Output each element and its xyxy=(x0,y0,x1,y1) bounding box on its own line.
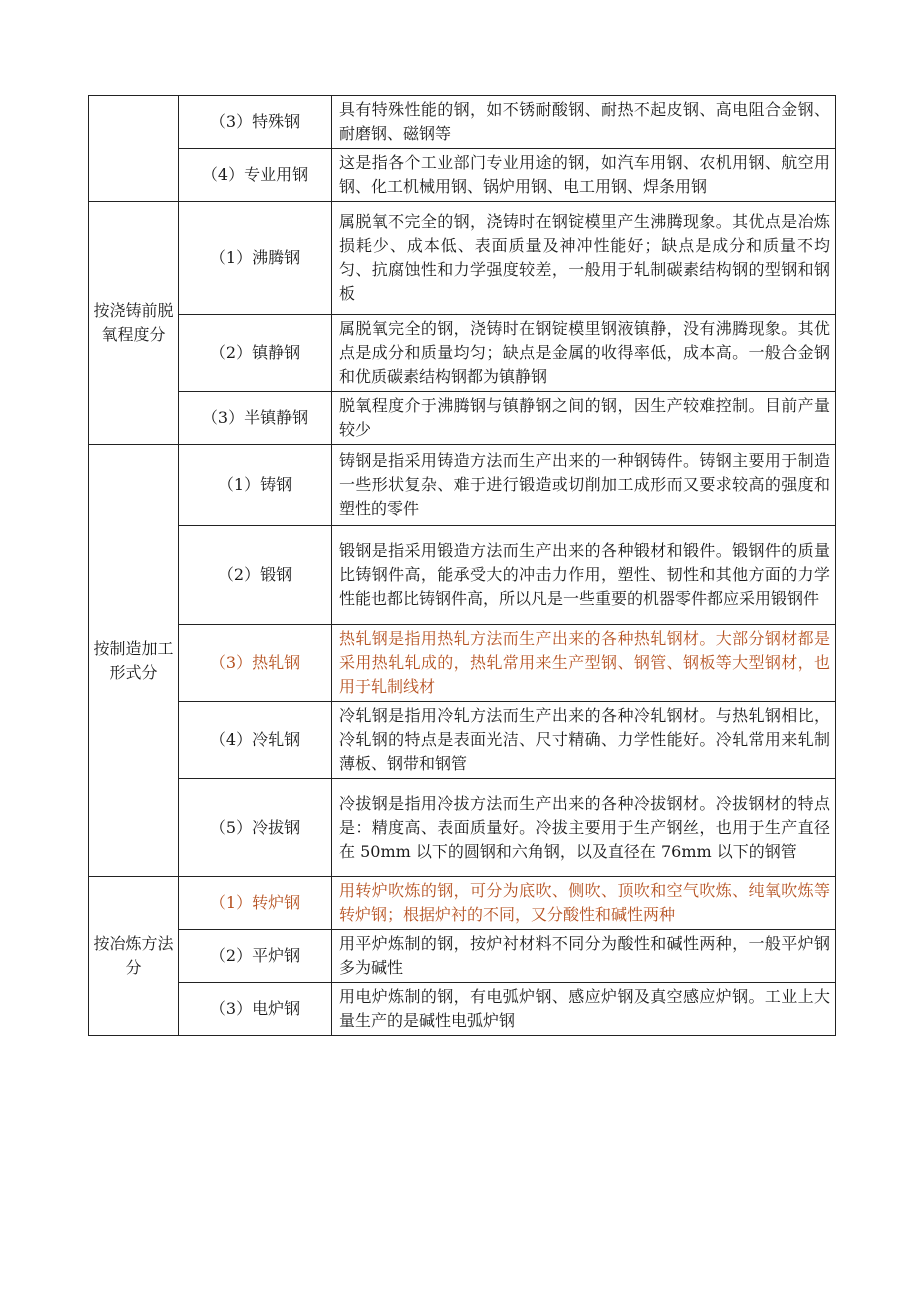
type-description: 用转炉吹炼的钢，可分为底吹、侧吹、顶吹和空气吹炼、纯氧吹炼等转炉钢；根据炉衬的不同，又分酸性和碱性两种 xyxy=(332,877,836,930)
category-cell xyxy=(89,96,179,202)
type-label: （2）镇静钢 xyxy=(179,315,332,392)
type-label: （5）冷拔钢 xyxy=(179,779,332,877)
table-row xyxy=(89,526,836,625)
type-label: （2）平炉钢 xyxy=(179,930,332,983)
type-description: 冷轧钢是指用冷轧方法而生产出来的各种冷轧钢材。与热轧钢相比，冷轧钢的特点是表面光洁、尺寸精确、力学性能好。冷轧常用来轧制薄板、钢带和钢管 xyxy=(332,702,836,779)
table-row xyxy=(89,315,836,392)
type-label: （3）半镇静钢 xyxy=(179,392,332,445)
type-label: （4）冷轧钢 xyxy=(179,702,332,779)
table-row xyxy=(89,96,836,149)
table-row xyxy=(89,983,836,1036)
steel-classification-table xyxy=(88,95,836,1036)
type-label: （1）铸钢 xyxy=(179,445,332,526)
table-row xyxy=(89,445,836,526)
type-description: 冷拔钢是指用冷拔方法而生产出来的各种冷拔钢材。冷拔钢材的特点是：精度高、表面质量好。冷拔主要用于生产钢丝，也用于生产直径在 50mm 以下的圆钢和六角钢，以及直径在 76mm 以下的钢管 xyxy=(332,779,836,877)
type-label: （3）电炉钢 xyxy=(179,983,332,1036)
table-row xyxy=(89,779,836,877)
type-description: 铸钢是指采用铸造方法而生产出来的一种钢铸件。铸钢主要用于制造一些形状复杂、难于进行锻造或切削加工成形而又要求较高的强度和塑性的零件 xyxy=(332,445,836,526)
category-cell: 按冶炼方法 分 xyxy=(89,877,179,1036)
table-row xyxy=(89,930,836,983)
table-row xyxy=(89,202,836,315)
table-row xyxy=(89,392,836,445)
type-description: 脱氧程度介于沸腾钢与镇静钢之间的钢，因生产较难控制。目前产量较少 xyxy=(332,392,836,445)
type-label: （1）转炉钢 xyxy=(179,877,332,930)
type-description: 具有特殊性能的钢，如不锈耐酸钢、耐热不起皮钢、高电阻合金钢、耐磨钢、磁钢等 xyxy=(332,96,836,149)
type-description: 这是指各个工业部门专业用途的钢，如汽车用钢、农机用钢、航空用钢、化工机械用钢、锅炉用钢、电工用钢、焊条用钢 xyxy=(332,149,836,202)
category-cell: 按浇铸前脱氧程度分 xyxy=(89,202,179,445)
type-description: 锻钢是指采用锻造方法而生产出来的各种锻材和锻件。锻钢件的质量比铸钢件高，能承受大的冲击力作用，塑性、韧性和其他方面的力学性能也都比铸钢件高，所以凡是一些重要的机器零件都应采用锻钢件 xyxy=(332,526,836,625)
category-cell: 按制造加工形式分 xyxy=(89,445,179,877)
type-label: （3）特殊钢 xyxy=(179,96,332,149)
type-label: （4）专业用钢 xyxy=(179,149,332,202)
type-description: 用平炉炼制的钢，按炉衬材料不同分为酸性和碱性两种，一般平炉钢多为碱性 xyxy=(332,930,836,983)
type-label: （3）热轧钢 xyxy=(179,625,332,702)
table-row xyxy=(89,702,836,779)
type-description: 热轧钢是指用热轧方法而生产出来的各种热轧钢材。大部分钢材都是采用热轧轧成的，热轧常用来生产型钢、钢管、钢板等大型钢材，也用于轧制线材 xyxy=(332,625,836,702)
type-description: 属脱氧不完全的钢，浇铸时在钢锭模里产生沸腾现象。其优点是冶炼损耗少、成本低、表面质量及神冲性能好；缺点是成分和质量不均匀、抗腐蚀性和力学强度较差，一般用于轧制碳素结构钢的型钢和钢板 xyxy=(332,202,836,315)
type-description: 属脱氧完全的钢，浇铸时在钢锭模里钢液镇静，没有沸腾现象。其优点是成分和质量均匀；缺点是金属的收得率低，成本高。一般合金钢和优质碳素结构钢都为镇静钢 xyxy=(332,315,836,392)
type-label: （2）锻钢 xyxy=(179,526,332,625)
type-label: （1）沸腾钢 xyxy=(179,202,332,315)
table-row xyxy=(89,625,836,702)
type-description: 用电炉炼制的钢，有电弧炉钢、感应炉钢及真空感应炉钢。工业上大量生产的是碱性电弧炉钢 xyxy=(332,983,836,1036)
table-row xyxy=(89,877,836,930)
table-row xyxy=(89,149,836,202)
